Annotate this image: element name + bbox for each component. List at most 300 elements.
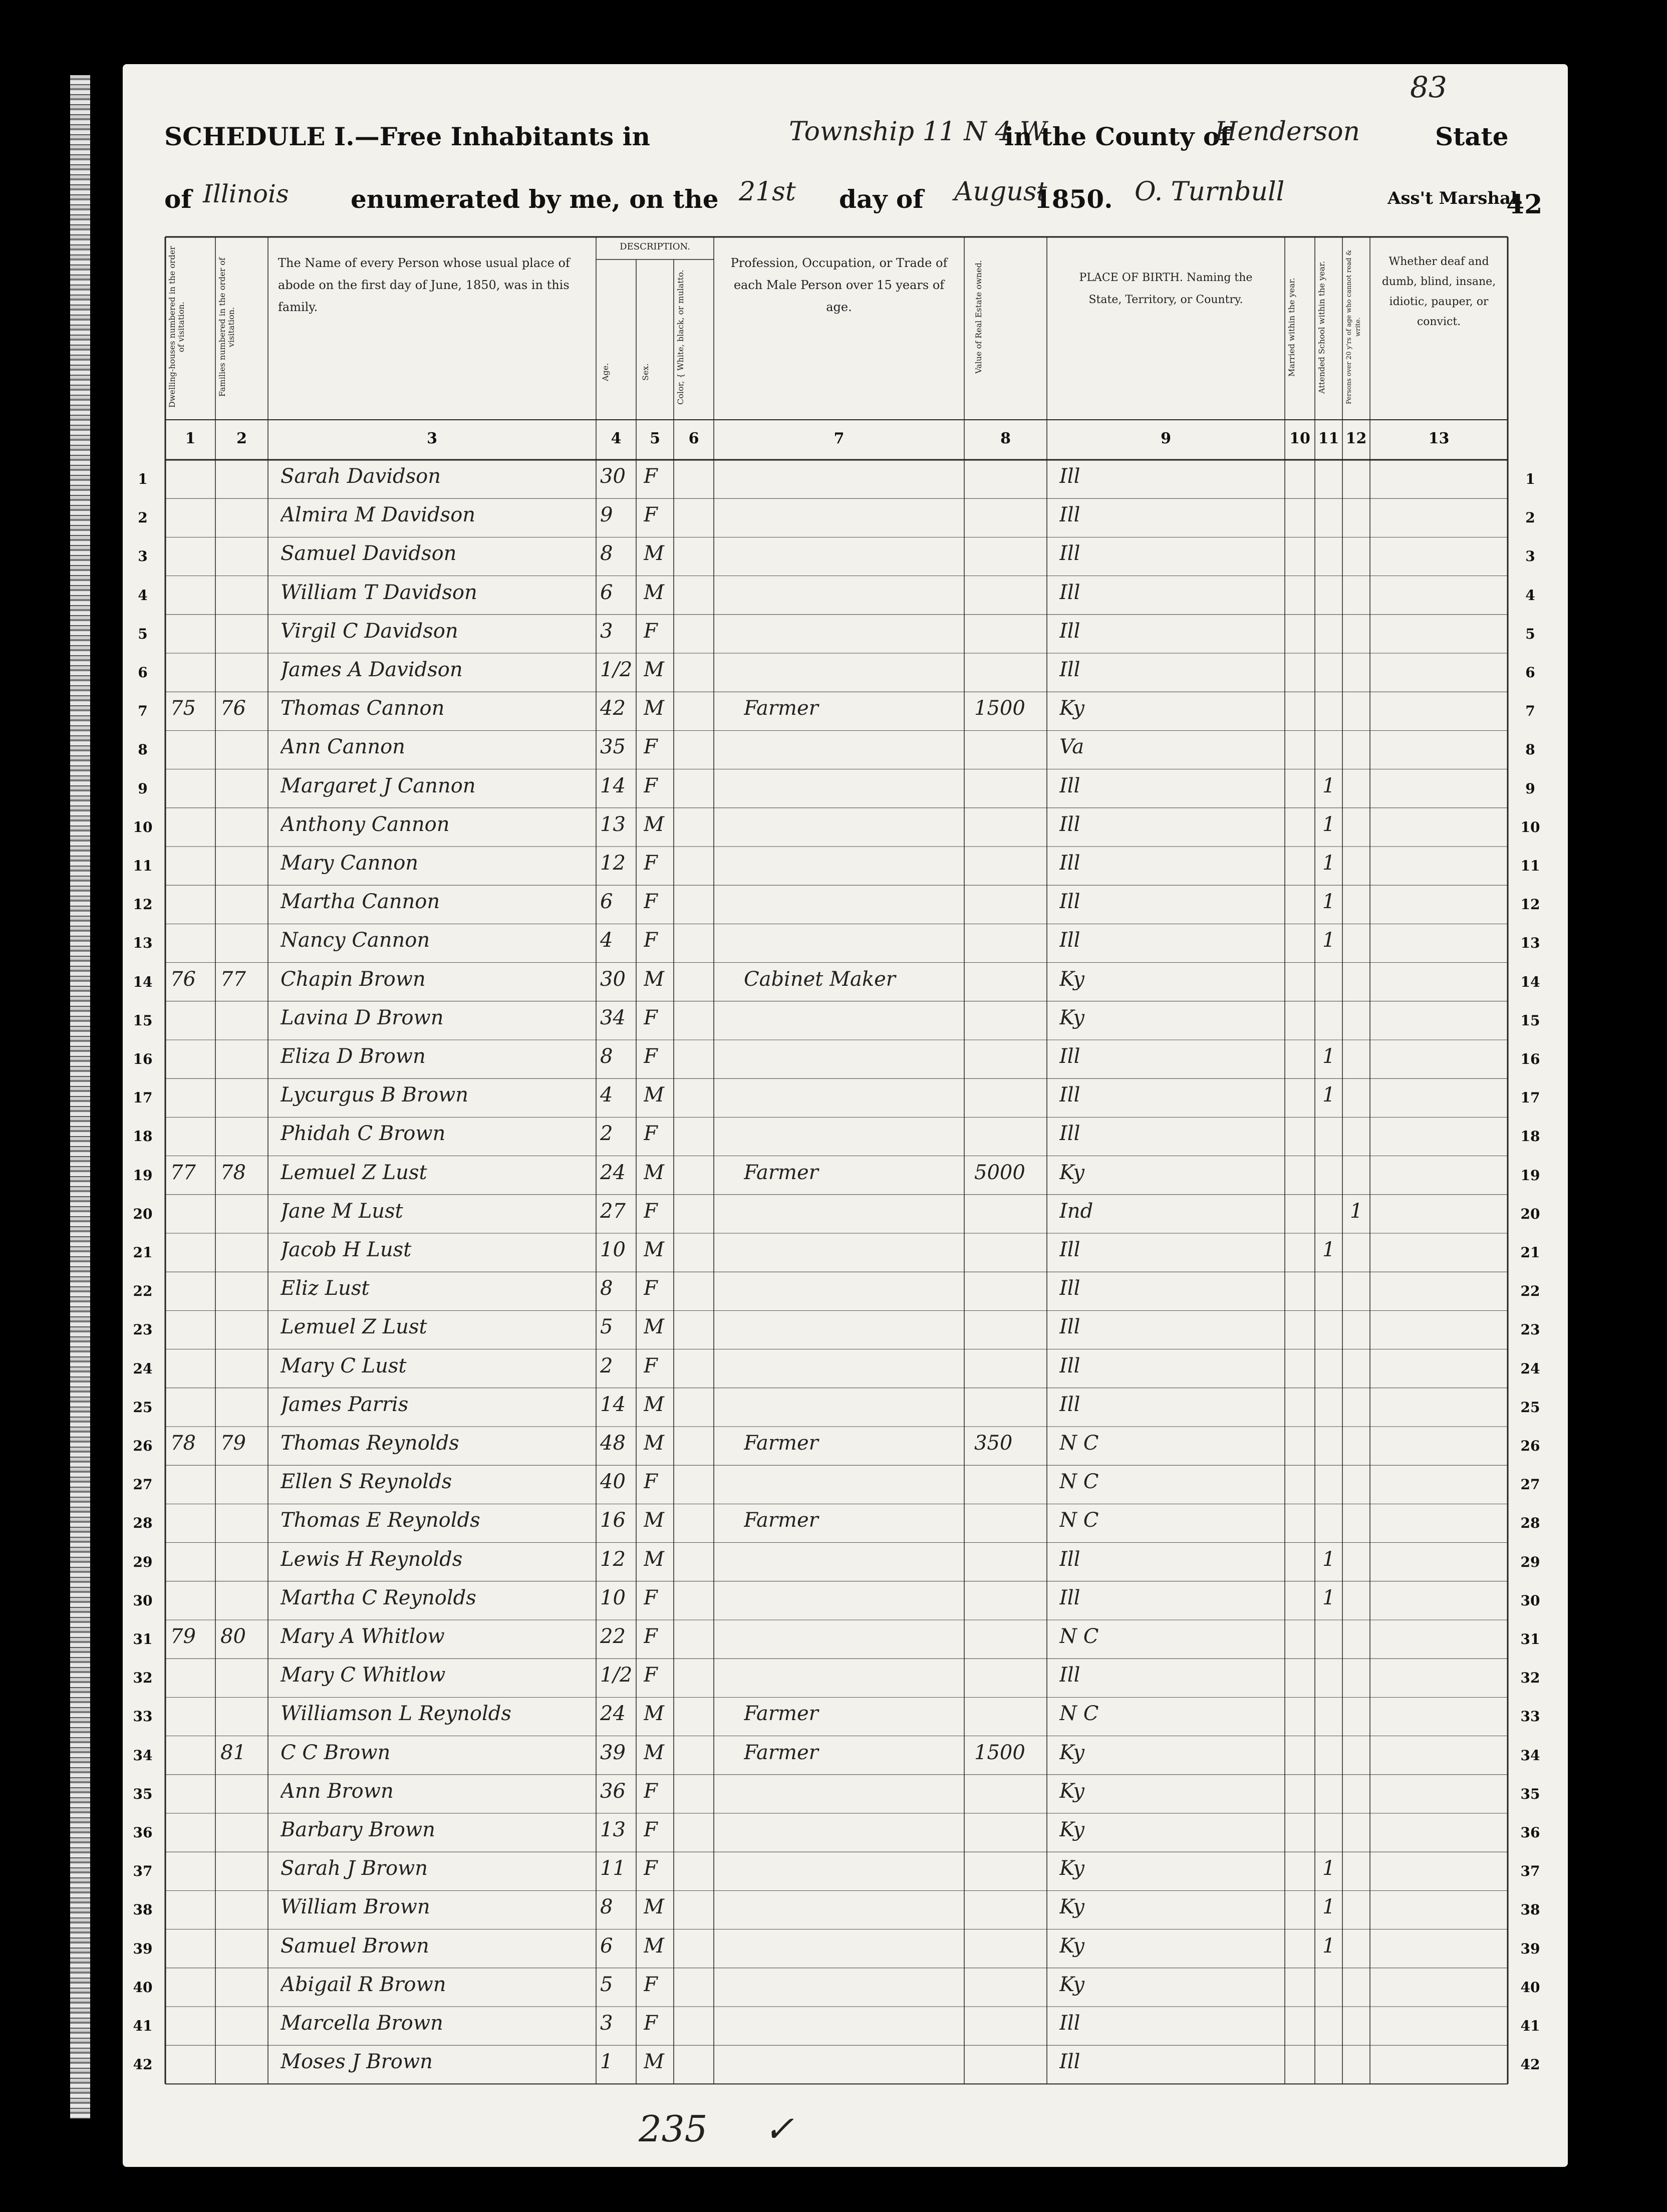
occupation-value [744, 929, 959, 959]
real-estate-value [974, 1857, 1042, 1887]
school-mark: 1 [1322, 1586, 1335, 1609]
illiterate-mark [1350, 1625, 1367, 1655]
school-mark [1322, 1664, 1340, 1694]
row-number-left: 30 [133, 1592, 153, 1609]
row-number-right: 7 [1525, 703, 1535, 720]
age-value: 9 [600, 503, 613, 527]
col-dwelling-header: Dwelling-houses numbered in the order of visitation. [167, 246, 186, 408]
person-name: Margaret J Cannon [281, 774, 476, 797]
school-mark [1322, 542, 1340, 572]
occupation-value [744, 735, 959, 765]
birthplace-value: Ill [1059, 1122, 1080, 1146]
illiterate-mark [1350, 1315, 1367, 1345]
col-age-header: Age. [601, 363, 610, 382]
school-mark [1322, 697, 1340, 727]
row-number-right: 33 [1520, 1708, 1540, 1725]
occupation-value [744, 1315, 959, 1345]
occupation-value [744, 774, 959, 804]
dwelling-number [170, 1470, 210, 1500]
school-mark [1322, 2050, 1340, 2080]
sex-value: M [644, 1509, 664, 1532]
occupation-value [744, 620, 959, 650]
illiterate-mark [1350, 1122, 1367, 1152]
family-number [220, 890, 263, 920]
family-number [220, 1315, 263, 1345]
occupation-value [744, 1780, 959, 1810]
sex-value: M [644, 1238, 664, 1261]
row-number-left: 10 [133, 818, 153, 836]
real-estate-value [974, 1083, 1042, 1114]
occupation-value [744, 852, 959, 882]
age-value: 2 [600, 1122, 613, 1146]
age-value: 5 [600, 1315, 613, 1339]
dwelling-number [170, 890, 210, 920]
school-mark [1322, 1393, 1340, 1423]
birthplace-value: Ky [1059, 1857, 1084, 1880]
age-value: 8 [600, 1895, 613, 1919]
illiterate-mark [1350, 813, 1367, 843]
school-mark: 1 [1322, 1547, 1335, 1571]
sex-value: F [644, 1045, 658, 1068]
real-estate-value [974, 1934, 1042, 1965]
birthplace-value: Ill [1059, 774, 1080, 797]
dwelling-number [170, 2012, 210, 2042]
birthplace-value: Ill [1059, 1586, 1080, 1609]
row-number-right: 23 [1520, 1321, 1540, 1338]
age-value: 2 [600, 1354, 613, 1377]
row-number-right: 30 [1520, 1592, 1540, 1609]
dwelling-number [170, 1238, 210, 1268]
dwelling-number [170, 1664, 210, 1694]
age-value: 48 [600, 1432, 626, 1455]
person-name: Mary C Lust [281, 1354, 407, 1377]
row-number-right: 2 [1525, 509, 1535, 526]
sex-value: M [644, 967, 664, 991]
real-estate-value [974, 1315, 1042, 1345]
occupation-value: Farmer [744, 1702, 818, 1726]
age-value: 22 [600, 1625, 626, 1648]
real-estate-value [974, 1006, 1042, 1036]
family-number [220, 1045, 263, 1075]
age-value: 8 [600, 1277, 613, 1300]
age-value: 12 [600, 1547, 626, 1571]
dwelling-number [170, 1818, 210, 1848]
person-name: Marcella Brown [281, 2012, 443, 2035]
row-number-left: 20 [133, 1205, 153, 1222]
occupation-value [744, 1818, 959, 1848]
sex-value: F [644, 929, 658, 952]
row-number-left: 40 [133, 1979, 153, 1996]
real-estate-value [974, 852, 1042, 882]
illiterate-mark [1350, 1973, 1367, 2003]
birthplace-value: Ky [1059, 967, 1084, 991]
age-value: 34 [600, 1006, 626, 1029]
real-estate-value [974, 1664, 1042, 1694]
occupation-value [744, 658, 959, 688]
col-number-10: 10 [1289, 430, 1310, 447]
occupation-value: Cabinet Maker [744, 967, 896, 991]
school-mark [1322, 968, 1340, 998]
birthplace-value: Ky [1059, 697, 1084, 720]
occupation-value: Farmer [744, 1741, 818, 1764]
description-header: DESCRIPTION. [620, 241, 690, 252]
row-number-left: 26 [133, 1438, 153, 1454]
row-number-right: 21 [1520, 1244, 1540, 1261]
person-name: Barbary Brown [281, 1818, 435, 1841]
row-number-right: 26 [1520, 1438, 1540, 1454]
col-occupation-header: Profession, Occupation, or Trade of each Male Person over 15 years of age. [730, 256, 948, 314]
occupation-value [744, 1664, 959, 1694]
real-estate-value [974, 465, 1042, 495]
family-number [220, 1470, 263, 1500]
row-number-right: 41 [1520, 2018, 1540, 2034]
row-number-right: 17 [1520, 1089, 1540, 1107]
footer-check: ✓ [764, 2108, 794, 2150]
row-number-left: 27 [133, 1476, 153, 1493]
illiterate-mark [1350, 1083, 1367, 1114]
day-value: 21st [739, 177, 796, 207]
day-of-label: day of [839, 184, 924, 214]
birthplace-value: Ky [1059, 1895, 1084, 1919]
school-mark [1322, 1161, 1340, 1191]
age-value: 12 [600, 852, 626, 875]
row-number-left: 3 [138, 548, 148, 565]
sex-value: M [644, 542, 664, 566]
real-estate-value [974, 620, 1042, 650]
row-number-left: 14 [133, 973, 153, 990]
family-number [220, 1354, 263, 1385]
birthplace-value: N C [1059, 1470, 1099, 1494]
age-value: 42 [600, 697, 626, 720]
real-estate-value [974, 1548, 1042, 1578]
school-mark [1322, 2012, 1340, 2042]
birthplace-value: Ill [1059, 581, 1080, 604]
school-mark [1322, 1200, 1340, 1230]
illiterate-mark [1350, 1393, 1367, 1423]
birthplace-value: Ill [1059, 1083, 1080, 1107]
person-name: Eliza D Brown [281, 1045, 426, 1068]
dwelling-number: 78 [170, 1432, 196, 1455]
sex-value: M [644, 658, 664, 681]
occupation-value [744, 2012, 959, 2042]
row-number-left: 28 [133, 1515, 153, 1532]
family-number [220, 1122, 263, 1152]
family-number [220, 1973, 263, 2003]
row-number-right: 3 [1525, 548, 1535, 565]
illiterate-mark: 1 [1350, 1199, 1363, 1223]
illiterate-mark [1350, 852, 1367, 882]
row-number-right: 1 [1525, 471, 1535, 487]
real-estate-value [974, 1818, 1042, 1848]
row-number-left: 21 [133, 1244, 153, 1261]
age-value: 6 [600, 581, 613, 604]
illiterate-mark [1350, 697, 1367, 727]
dwelling-number [170, 735, 210, 765]
illiterate-mark [1350, 929, 1367, 959]
birthplace-value: Ill [1059, 1354, 1080, 1377]
dwelling-number [170, 813, 210, 843]
person-name: Lemuel Z Lust [281, 1315, 427, 1339]
illiterate-mark [1350, 1780, 1367, 1810]
illiterate-mark [1350, 1432, 1367, 1462]
school-mark [1322, 1122, 1340, 1152]
col-number-6: 6 [688, 430, 699, 447]
family-number [220, 1818, 263, 1848]
age-value: 3 [600, 619, 613, 643]
row-number-right: 37 [1520, 1863, 1540, 1880]
dwelling-number [170, 1548, 210, 1578]
illiterate-mark [1350, 1470, 1367, 1500]
family-number: 80 [220, 1625, 246, 1648]
col-family-header: Families numbered in the order of visitation. [217, 257, 236, 397]
real-estate-value [974, 1238, 1042, 1268]
row-number-right: 14 [1520, 973, 1540, 990]
census-page [123, 64, 1568, 2167]
sex-value: M [644, 697, 664, 720]
school-mark [1322, 1780, 1340, 1810]
sex-value: M [644, 1702, 664, 1726]
real-estate-value [974, 929, 1042, 959]
illiterate-mark [1350, 581, 1367, 611]
row-number-left: 23 [133, 1321, 153, 1338]
birthplace-value: N C [1059, 1432, 1099, 1455]
schedule-title: SCHEDULE I.—Free Inhabitants in [164, 122, 650, 151]
sex-value: F [644, 619, 658, 643]
row-number-right: 22 [1520, 1283, 1540, 1300]
row-number-left: 18 [133, 1128, 153, 1145]
sex-value: M [644, 1161, 664, 1184]
dwelling-number [170, 1780, 210, 1810]
real-estate-value [974, 503, 1042, 533]
marshal-label: Ass't Marshal. [1387, 188, 1523, 208]
birthplace-value: Va [1059, 735, 1084, 759]
col-color-header: Color, { White, black, or mulatto. [676, 269, 685, 405]
person-name: Almira M Davidson [281, 503, 476, 527]
illiterate-mark [1350, 1354, 1367, 1385]
sex-value: F [644, 1006, 658, 1029]
age-value: 1/2 [600, 1664, 633, 1687]
birthplace-value: Ill [1059, 890, 1080, 914]
real-estate-value [974, 813, 1042, 843]
dwelling-number [170, 774, 210, 804]
family-number [220, 1586, 263, 1616]
school-mark: 1 [1322, 774, 1335, 797]
age-value: 5 [600, 1973, 613, 1996]
dwelling-number [170, 929, 210, 959]
sex-value: M [644, 1741, 664, 1764]
age-value: 14 [600, 1393, 626, 1416]
dwelling-number [170, 1509, 210, 1539]
row-number-right: 38 [1520, 1901, 1540, 1918]
birthplace-value: Ill [1059, 465, 1080, 488]
real-estate-value: 1500 [974, 697, 1025, 720]
family-number [220, 1509, 263, 1539]
family-number [220, 1857, 263, 1887]
real-estate-value [974, 1393, 1042, 1423]
school-mark [1322, 658, 1340, 688]
sex-value: F [644, 1625, 658, 1648]
township-value: Township 11 N 4 W [789, 117, 1047, 147]
real-estate-value [974, 1200, 1042, 1230]
dwelling-number [170, 503, 210, 533]
row-number-right: 35 [1520, 1785, 1540, 1802]
row-number-left: 16 [133, 1051, 153, 1067]
row-number-left: 5 [138, 625, 148, 642]
real-estate-value: 5000 [974, 1161, 1025, 1184]
row-number-right: 13 [1520, 935, 1540, 952]
occupation-value: Farmer [744, 1432, 818, 1455]
row-number-left: 15 [133, 1012, 153, 1029]
family-number [220, 542, 263, 572]
birthplace-value: Ky [1059, 1741, 1084, 1764]
age-value: 35 [600, 735, 626, 759]
dwelling-number [170, 1586, 210, 1616]
family-number [220, 1083, 263, 1114]
occupation-value [744, 1045, 959, 1075]
col-realestate-header: Value of Real Estate owned. [974, 260, 983, 374]
family-number [220, 503, 263, 533]
row-number-left: 37 [133, 1863, 153, 1880]
row-number-left: 33 [133, 1708, 153, 1725]
illiterate-mark [1350, 542, 1367, 572]
enumerated-label: enumerated by me, on the [351, 184, 719, 214]
family-number [220, 1277, 263, 1307]
sex-value: F [644, 2012, 658, 2035]
dwelling-number [170, 1277, 210, 1307]
col-married-header: Married within the year. [1287, 278, 1296, 377]
illiterate-mark [1350, 968, 1367, 998]
occupation-value [744, 1895, 959, 1925]
person-name: James A Davidson [281, 658, 463, 681]
sex-value: F [644, 503, 658, 527]
person-name: Williamson L Reynolds [281, 1702, 511, 1726]
row-number-left: 13 [133, 935, 153, 952]
real-estate-value [974, 1973, 1042, 2003]
illiterate-mark [1350, 1006, 1367, 1036]
school-mark [1322, 1625, 1340, 1655]
real-estate-value [974, 542, 1042, 572]
illiterate-mark [1350, 503, 1367, 533]
occupation-value [744, 1006, 959, 1036]
family-number [220, 813, 263, 843]
real-estate-value [974, 1509, 1042, 1539]
age-value: 36 [600, 1779, 626, 1803]
sex-value: F [644, 1857, 658, 1880]
row-number-left: 24 [133, 1360, 153, 1377]
birthplace-value: Ill [1059, 2050, 1080, 2074]
person-name: William Brown [281, 1895, 430, 1919]
row-number-right: 12 [1520, 896, 1540, 913]
school-mark [1322, 1277, 1340, 1307]
row-number-right: 42 [1520, 2056, 1540, 2073]
family-number [220, 1702, 263, 1732]
row-number-right: 6 [1525, 664, 1535, 681]
sex-value: M [644, 2050, 664, 2074]
illiterate-mark [1350, 1586, 1367, 1616]
person-name: Lewis H Reynolds [281, 1547, 463, 1571]
sex-value: F [644, 1664, 658, 1687]
school-mark [1322, 1432, 1340, 1462]
person-name: Lemuel Z Lust [281, 1161, 427, 1184]
birthplace-value: Ky [1059, 1973, 1084, 1996]
row-number-left: 36 [133, 1824, 153, 1841]
family-number: 76 [220, 697, 246, 720]
person-name: William T Davidson [281, 581, 477, 604]
school-mark: 1 [1322, 812, 1335, 836]
birthplace-value: Ill [1059, 2012, 1080, 2035]
sex-value: F [644, 1818, 658, 1841]
col-school-header: Attended School within the year. [1317, 260, 1326, 394]
row-number-right: 36 [1520, 1824, 1540, 1841]
real-estate-value: 1500 [974, 1741, 1025, 1764]
school-mark: 1 [1322, 1857, 1335, 1880]
col-number-12: 12 [1345, 430, 1367, 447]
person-name: Anthony Cannon [281, 812, 450, 836]
family-number [220, 929, 263, 959]
occupation-value [744, 1470, 959, 1500]
row-number-right: 20 [1520, 1205, 1540, 1222]
real-estate-value [974, 1354, 1042, 1385]
real-estate-value [974, 1625, 1042, 1655]
occupation-value [744, 542, 959, 572]
state-label: State [1435, 122, 1509, 151]
family-number [220, 735, 263, 765]
row-number-right: 29 [1520, 1553, 1540, 1570]
person-name: Phidah C Brown [281, 1122, 446, 1146]
sex-value: F [644, 1470, 658, 1494]
school-mark [1322, 1973, 1340, 2003]
birthplace-value: Ill [1059, 1045, 1080, 1068]
family-number [220, 658, 263, 688]
family-number [220, 1780, 263, 1810]
illiterate-mark [1350, 2050, 1367, 2080]
row-number-left: 34 [133, 1747, 153, 1764]
county-value: Henderson [1215, 117, 1360, 147]
dwelling-number: 76 [170, 967, 196, 991]
age-value: 6 [600, 1934, 613, 1958]
birthplace-value: Ill [1059, 503, 1080, 527]
illiterate-mark [1350, 1161, 1367, 1191]
occupation-value [744, 890, 959, 920]
family-number [220, 852, 263, 882]
illiterate-mark [1350, 1277, 1367, 1307]
col-number-3: 3 [427, 430, 437, 447]
illiterate-mark [1350, 735, 1367, 765]
family-number: 77 [220, 967, 246, 991]
col-illiterate-header: Persons over 20 y'rs of age who cannot read & write. [1345, 249, 1362, 405]
family-number: 78 [220, 1161, 246, 1184]
age-value: 1 [600, 2050, 613, 2074]
county-label: in the County of [1004, 122, 1231, 151]
age-value: 24 [600, 1702, 626, 1726]
birthplace-value: Ill [1059, 1393, 1080, 1416]
person-name: Jacob H Lust [281, 1238, 412, 1261]
sex-value: F [644, 1354, 658, 1377]
family-number: 81 [220, 1741, 246, 1764]
birthplace-value: N C [1059, 1625, 1099, 1648]
occupation-value: Farmer [744, 1161, 818, 1184]
family-number [220, 1238, 263, 1268]
age-value: 1/2 [600, 658, 633, 681]
occupation-value: Farmer [744, 697, 818, 720]
family-number [220, 581, 263, 611]
marshal-name: O. Turnbull [1135, 177, 1285, 207]
family-number [220, 1006, 263, 1036]
col-birthplace-header: PLACE OF BIRTH. Naming the State, Territory, or Country. [1079, 271, 1253, 306]
col-number-5: 5 [650, 430, 660, 447]
row-number-left: 35 [133, 1785, 153, 1802]
person-name: Ellen S Reynolds [281, 1470, 452, 1494]
